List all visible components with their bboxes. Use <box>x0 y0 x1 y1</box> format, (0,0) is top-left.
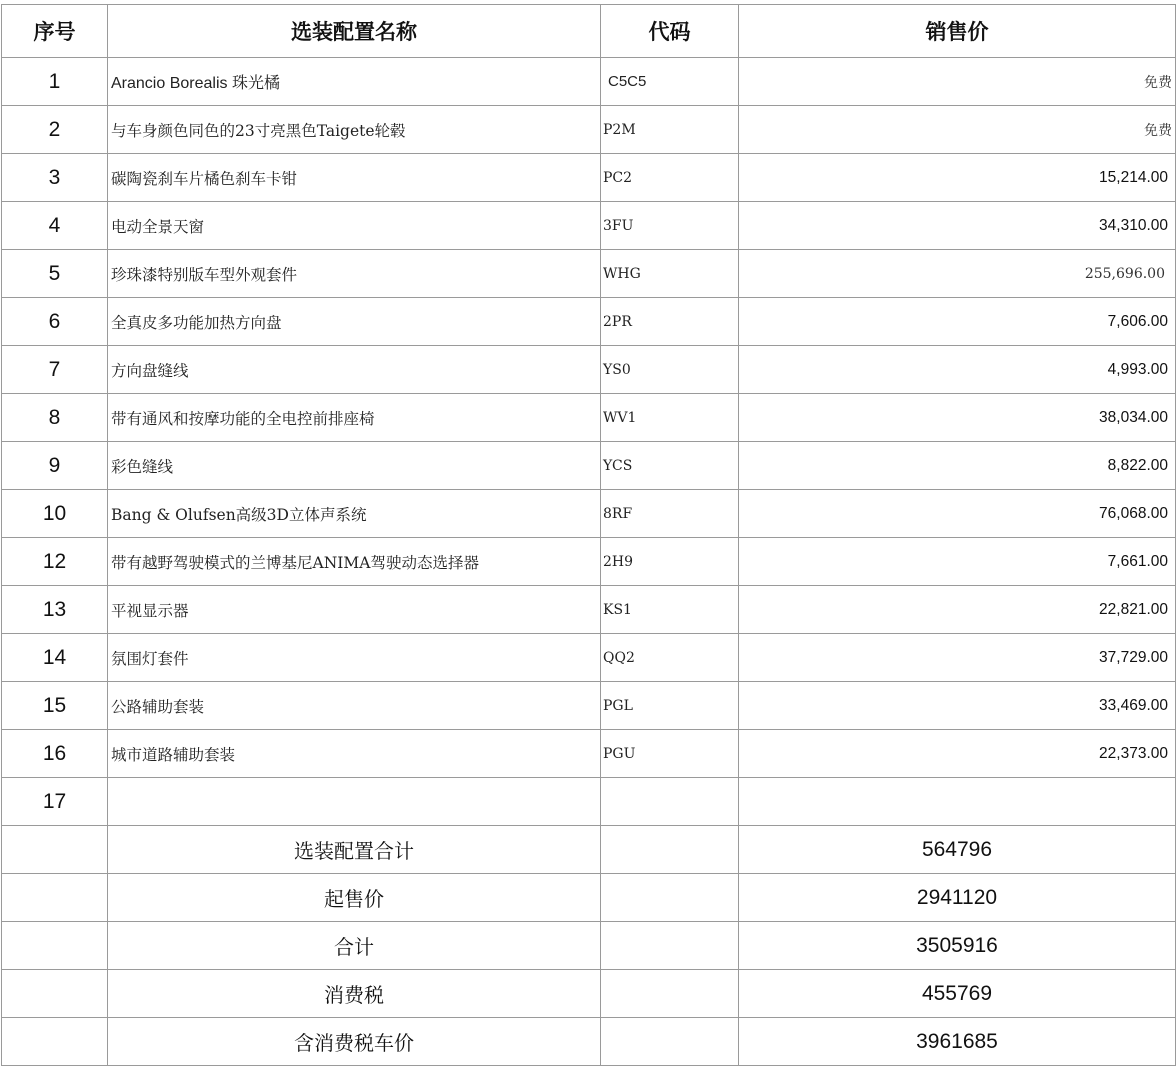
row-code: WV1 <box>601 394 739 442</box>
row-code: 2H9 <box>601 538 739 586</box>
row-code: YCS <box>601 442 739 490</box>
row-seq: 5 <box>2 250 108 298</box>
row-code: YS0 <box>601 346 739 394</box>
row-seq: 17 <box>2 778 108 826</box>
table-row <box>2 106 1176 154</box>
row-price: 8,822.00 <box>739 442 1176 490</box>
summary-label: 起售价 <box>108 874 601 922</box>
table-row <box>2 442 1176 490</box>
row-name: 带有越野驾驶模式的兰博基尼ANIMA驾驶动态选择器 <box>108 538 601 586</box>
summary-row <box>2 1018 1176 1066</box>
row-seq: 14 <box>2 634 108 682</box>
table-row <box>2 778 1176 826</box>
summary-blank <box>2 1018 108 1066</box>
table-row <box>2 634 1176 682</box>
summary-value: 2941120 <box>739 874 1176 922</box>
options-price-table <box>1 4 1176 1066</box>
row-code: QQ2 <box>601 634 739 682</box>
table-row <box>2 202 1176 250</box>
row-code: WHG <box>601 250 739 298</box>
row-name: 带有通风和按摩功能的全电控前排座椅 <box>108 394 601 442</box>
row-code: PGU <box>601 730 739 778</box>
row-seq: 15 <box>2 682 108 730</box>
row-seq: 8 <box>2 394 108 442</box>
row-name: Arancio Borealis 珠光橘 <box>108 58 601 106</box>
row-seq: 12 <box>2 538 108 586</box>
row-price: 255,696.00 <box>739 250 1176 298</box>
row-name: 彩色缝线 <box>108 442 601 490</box>
row-price: 38,034.00 <box>739 394 1176 442</box>
row-name: 氛围灯套件 <box>108 634 601 682</box>
summary-row <box>2 970 1176 1018</box>
summary-row <box>2 874 1176 922</box>
summary-value: 455769 <box>739 970 1176 1018</box>
row-name: 珍珠漆特别版车型外观套件 <box>108 250 601 298</box>
row-seq: 2 <box>2 106 108 154</box>
header-row <box>2 5 1176 58</box>
row-code <box>601 778 739 826</box>
table-row <box>2 250 1176 298</box>
table-row <box>2 730 1176 778</box>
row-price: 37,729.00 <box>739 634 1176 682</box>
row-price: 15,214.00 <box>739 154 1176 202</box>
header-price: 销售价 <box>739 5 1176 58</box>
summary-blank <box>601 1018 739 1066</box>
row-price: 7,606.00 <box>739 298 1176 346</box>
row-price: 22,373.00 <box>739 730 1176 778</box>
row-seq: 7 <box>2 346 108 394</box>
row-code: C5C5 <box>601 58 739 106</box>
row-price: 22,821.00 <box>739 586 1176 634</box>
table-row <box>2 394 1176 442</box>
row-seq: 9 <box>2 442 108 490</box>
summary-label: 消费税 <box>108 970 601 1018</box>
summary-value: 3961685 <box>739 1018 1176 1066</box>
summary-label: 选装配置合计 <box>108 826 601 874</box>
summary-blank <box>2 874 108 922</box>
summary-blank <box>601 826 739 874</box>
row-price: 免费 <box>739 58 1176 106</box>
table-row <box>2 586 1176 634</box>
row-seq: 10 <box>2 490 108 538</box>
row-code: P2M <box>601 106 739 154</box>
table-row <box>2 682 1176 730</box>
header-code: 代码 <box>601 5 739 58</box>
row-name: 公路辅助套装 <box>108 682 601 730</box>
row-code: 2PR <box>601 298 739 346</box>
table-row <box>2 154 1176 202</box>
row-seq: 4 <box>2 202 108 250</box>
summary-blank <box>601 922 739 970</box>
row-code: PGL <box>601 682 739 730</box>
table-row <box>2 298 1176 346</box>
row-name: 碳陶瓷刹车片橘色刹车卡钳 <box>108 154 601 202</box>
summary-label: 合计 <box>108 922 601 970</box>
header-name: 选装配置名称 <box>108 5 601 58</box>
row-seq: 3 <box>2 154 108 202</box>
row-price: 34,310.00 <box>739 202 1176 250</box>
table-row <box>2 346 1176 394</box>
row-price: 7,661.00 <box>739 538 1176 586</box>
row-seq: 16 <box>2 730 108 778</box>
row-name: Bang & Olufsen高级3D立体声系统 <box>108 490 601 538</box>
row-code: 8RF <box>601 490 739 538</box>
summary-row <box>2 826 1176 874</box>
row-seq: 13 <box>2 586 108 634</box>
row-price <box>739 778 1176 826</box>
summary-blank <box>2 970 108 1018</box>
row-price: 4,993.00 <box>739 346 1176 394</box>
row-code: KS1 <box>601 586 739 634</box>
row-price: 33,469.00 <box>739 682 1176 730</box>
summary-value: 564796 <box>739 826 1176 874</box>
row-name <box>108 778 601 826</box>
summary-label: 含消费税车价 <box>108 1018 601 1066</box>
summary-blank <box>601 874 739 922</box>
row-name: 电动全景天窗 <box>108 202 601 250</box>
row-price: 免费 <box>739 106 1176 154</box>
table-row <box>2 490 1176 538</box>
table-row <box>2 58 1176 106</box>
summary-blank <box>2 826 108 874</box>
row-name: 方向盘缝线 <box>108 346 601 394</box>
row-code: PC2 <box>601 154 739 202</box>
row-name: 平视显示器 <box>108 586 601 634</box>
row-name: 城市道路辅助套装 <box>108 730 601 778</box>
summary-row <box>2 922 1176 970</box>
row-seq: 1 <box>2 58 108 106</box>
header-seq: 序号 <box>2 5 108 58</box>
row-name: 与车身颜色同色的23寸亮黑色Taigete轮毂 <box>108 106 601 154</box>
summary-blank <box>601 970 739 1018</box>
summary-blank <box>2 922 108 970</box>
summary-value: 3505916 <box>739 922 1176 970</box>
row-code: 3FU <box>601 202 739 250</box>
row-name: 全真皮多功能加热方向盘 <box>108 298 601 346</box>
row-seq: 6 <box>2 298 108 346</box>
table-row <box>2 538 1176 586</box>
row-price: 76,068.00 <box>739 490 1176 538</box>
